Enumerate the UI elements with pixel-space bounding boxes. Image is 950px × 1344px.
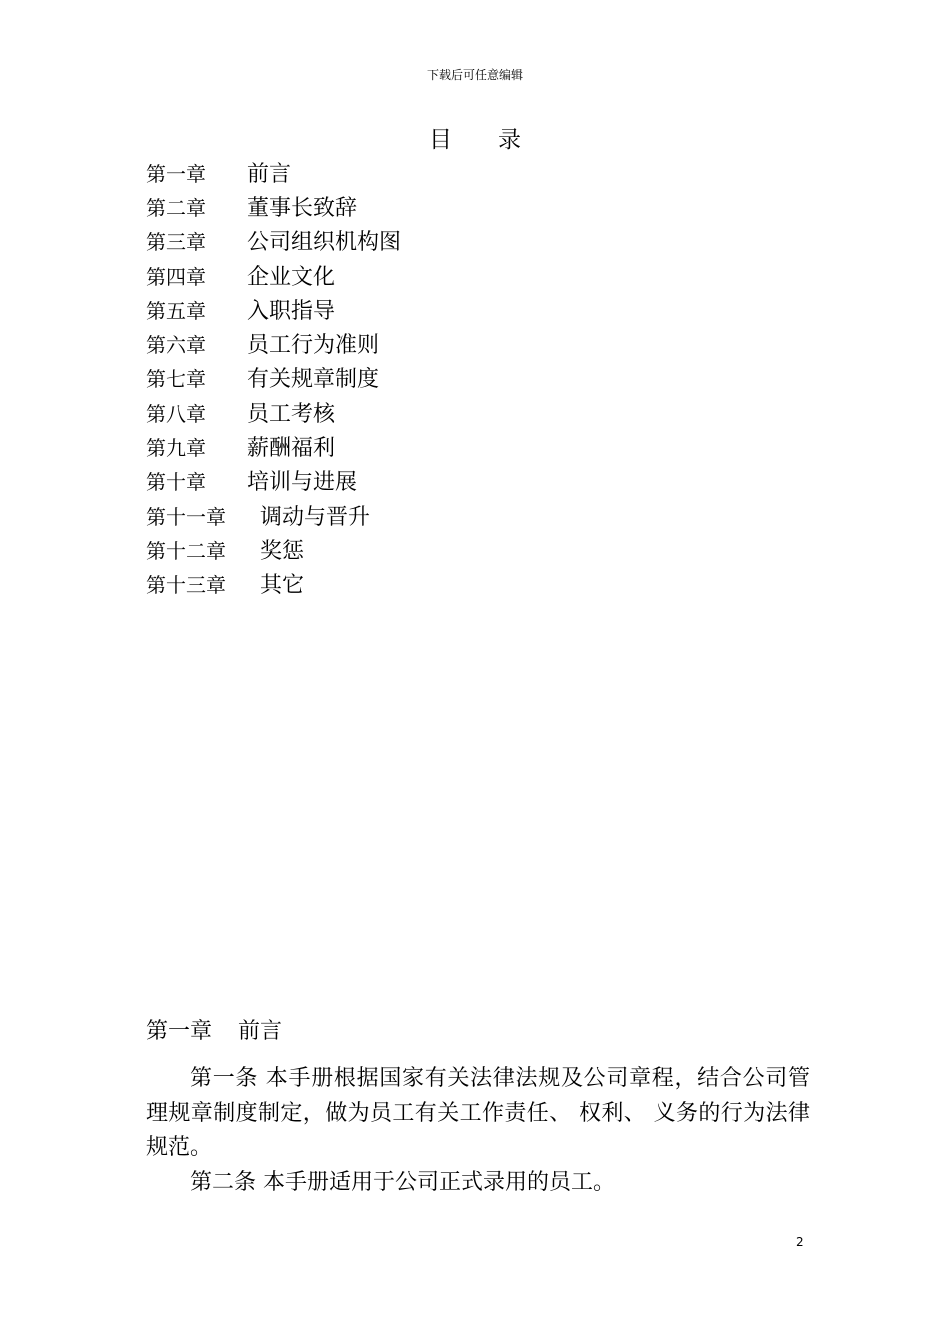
table-of-contents [146,155,401,601]
toc-chapter-name: 员工行为准则 [247,333,380,359]
toc-chapter-number: 第八章 [146,401,206,426]
toc-chapter-name: 员工考核 [247,401,336,427]
section-heading [146,1014,282,1045]
toc-title: 目 录 [429,127,521,153]
toc-chapter-name: 培训与进展 [247,470,358,496]
toc-chapter-number: 第九章 [146,436,206,461]
toc-chapter-name: 薪酬福利 [247,436,336,462]
toc-item [146,258,401,292]
toc-item [146,567,401,601]
toc-chapter-number: 第三章 [146,230,206,255]
toc-chapter-number: 第二章 [146,195,206,220]
toc-chapter-number: 第六章 [146,333,206,358]
toc-chapter-name: 前言 [247,161,292,187]
body-paragraph: 第一条 本手册根据国家有关法律法规及公司章程，结合公司管理规章制度制定，做为员工有关工作责任、 权利、 义务的行为法律规范。 [146,1066,810,1160]
toc-item [146,292,401,326]
toc-chapter-name: 入职指导 [247,298,336,324]
toc-chapter-number: 第五章 [146,298,206,323]
toc-chapter-name: 其它 [260,573,305,599]
toc-item [146,361,401,395]
toc-item [146,326,401,360]
toc-chapter-number: 第七章 [146,367,206,392]
toc-item [146,532,401,566]
toc-chapter-number: 第十章 [146,470,206,495]
toc-chapter-name: 董事长致辞 [247,195,358,221]
toc-item [146,429,401,463]
toc-item [146,464,401,498]
toc-chapter-number: 第十三章 [146,573,226,598]
toc-item [146,155,401,189]
page-number: 2 [796,1235,804,1249]
section-chapter-name: 前言 [238,1019,283,1044]
toc-chapter-name: 调动与晋升 [260,504,371,530]
toc-chapter-number: 第十二章 [146,538,226,563]
toc-item [146,224,401,258]
page-header-note: 下载后可任意编辑 [426,68,523,82]
body-paragraph: 第二条 本手册适用于公司正式录用的员工。 [190,1169,615,1195]
toc-item [146,189,401,223]
toc-chapter-number: 第一章 [146,161,206,186]
toc-chapter-number: 第十一章 [146,504,226,529]
toc-item [146,498,401,532]
toc-chapter-name: 奖惩 [260,538,305,564]
toc-chapter-name: 有关规章制度 [247,367,380,393]
section-body [146,1062,810,1200]
toc-chapter-number: 第四章 [146,264,206,289]
toc-chapter-name: 公司组织机构图 [247,230,402,256]
section-chapter-number: 第一章 [146,1019,213,1044]
toc-chapter-name: 企业文化 [247,264,336,290]
toc-item [146,395,401,429]
